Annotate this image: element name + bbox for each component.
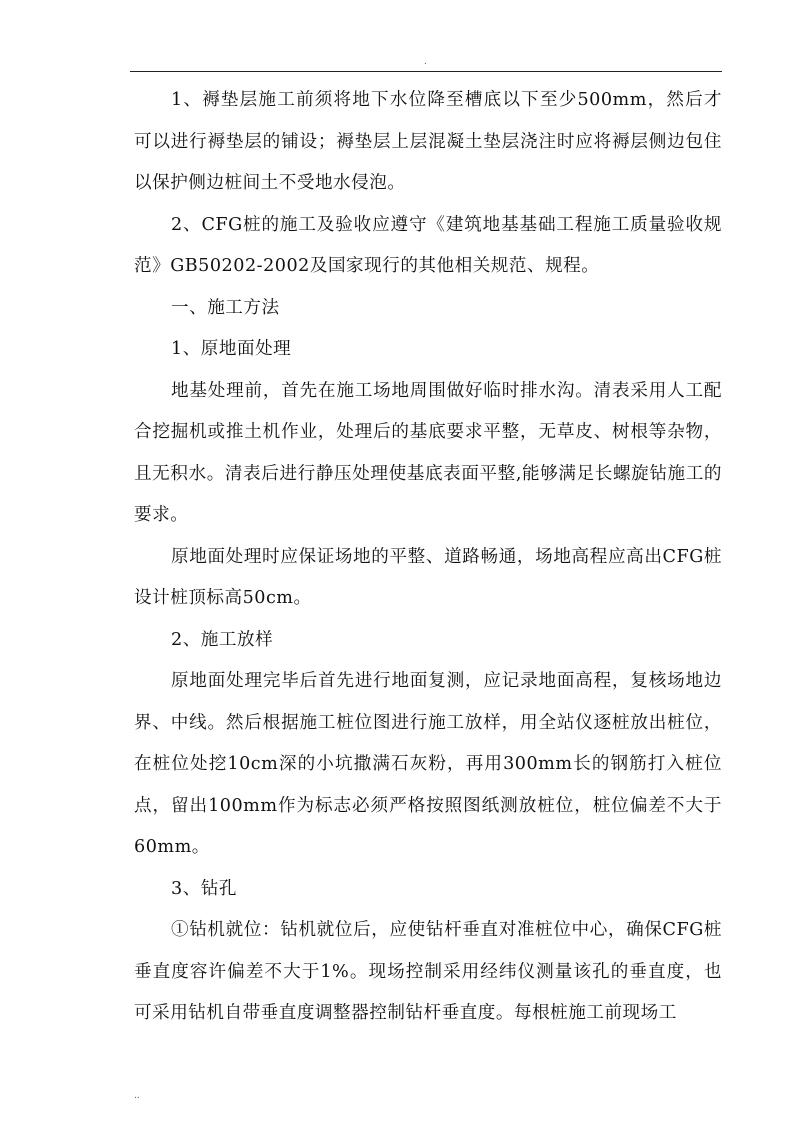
subheading-staking-out: 2、施工放样 [171, 629, 274, 650]
subheading-drilling: 3、钻孔 [171, 878, 237, 899]
paragraph-staking-out: 原地面处理完毕后首先进行地面复测，应记录地面高程，复核场地边界、中线。然后根据施工桩位图进行施工放样，用全站仪逐桩放出桩位，在桩位处挖10cm深的小坑撒满石灰粉，再用300mm长的钢筋打入桩位点，留出100mm作为标志必须严格按照图纸测放桩位，桩位偏差不大于60mm。 [134, 671, 722, 857]
paragraph-drill-positioning: ①钻机就位：钻机就位后，应使钻杆垂直对准桩位中心，确保CFG桩垂直度容许偏差不大于1%。现场控制采用经纬仪测量该孔的垂直度，也可采用钻机自带垂直度调整器控制钻杆垂直度。每根桩施工前现场工 [134, 920, 722, 1023]
section-heading-construction-method: 一、施工方法 [171, 297, 280, 318]
document-body [134, 80, 722, 1035]
paragraph-site-elevation: 原地面处理时应保证场地的平整、道路畅通，场地高程应高出CFG桩设计桩顶标高50cm。 [134, 546, 722, 608]
paragraph-ground-treatment: 地基处理前，首先在施工场地周围做好临时排水沟。清表采用人工配合挖掘机或推土机作业，处理后的基底要求平整，无草皮、树根等杂物，且无积水。清表后进行静压处理使基底表面平整,能够满足长螺旋钻施工的要求。 [134, 380, 722, 525]
paragraph-cushion-layer: 1、褥垫层施工前须将地下水位降至槽底以下至少500mm，然后才可以进行褥垫层的铺设；褥垫层上层混凝土垫层浇注时应将褥层侧边包住以保护侧边桩间土不受地水侵泡。 [134, 90, 722, 193]
subheading-ground-treatment: 1、原地面处理 [171, 339, 292, 359]
footer-mark: .. [134, 1091, 140, 1101]
header-rule [130, 71, 722, 72]
paragraph-acceptance-standard: 2、CFG桩的施工及验收应遵守《建筑地基基础工程施工质量验收规范》GB50202-2002及国家现行的其他相关规范、规程。 [134, 214, 722, 276]
header-mark: . [424, 57, 427, 67]
